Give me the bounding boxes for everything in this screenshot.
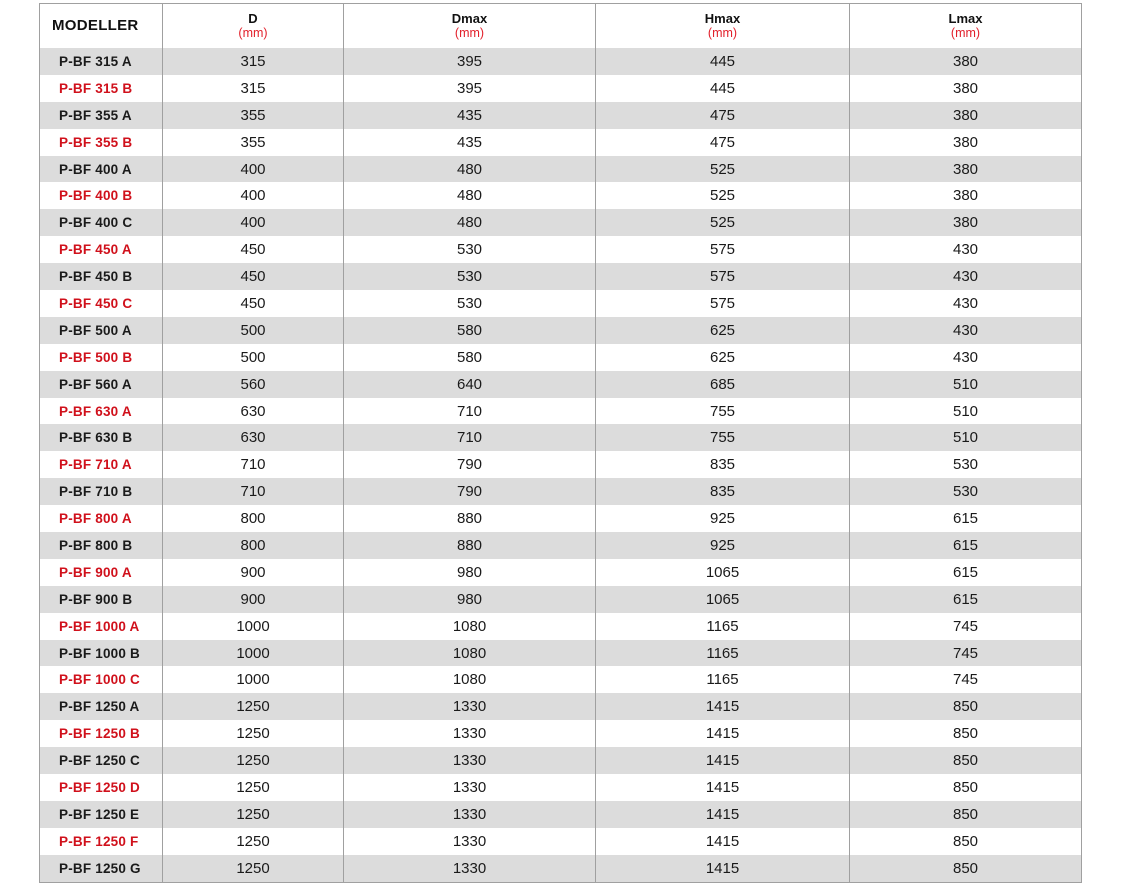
model-cell: P-BF 900 B [40,586,163,613]
d-cell: 710 [163,451,344,478]
model-cell: P-BF 1250 D [40,774,163,801]
lmax-cell: 615 [850,586,1082,613]
hmax-cell: 1415 [596,855,850,882]
d-cell: 400 [163,209,344,236]
table-row [40,48,1082,75]
d-cell: 355 [163,102,344,129]
d-cell: 315 [163,75,344,102]
lmax-cell: 850 [850,855,1082,882]
table-row [40,640,1082,667]
model-cell: P-BF 355 A [40,102,163,129]
hmax-cell: 1415 [596,720,850,747]
dmax-cell: 480 [344,182,596,209]
hmax-cell: 1065 [596,586,850,613]
header-lmax [850,4,1082,49]
table-row [40,532,1082,559]
lmax-cell: 380 [850,102,1082,129]
table-row [40,129,1082,156]
dmax-cell: 710 [344,424,596,451]
dmax-cell: 1330 [344,747,596,774]
header-model [40,4,163,49]
d-cell: 630 [163,398,344,425]
hmax-cell: 1415 [596,774,850,801]
table-row [40,424,1082,451]
hmax-cell: 835 [596,451,850,478]
dmax-cell: 395 [344,48,596,75]
dmax-cell: 580 [344,317,596,344]
d-cell: 900 [163,559,344,586]
dmax-cell: 1330 [344,801,596,828]
model-cell: P-BF 400 A [40,156,163,183]
hmax-cell: 575 [596,290,850,317]
dmax-cell: 1330 [344,693,596,720]
table-row [40,263,1082,290]
hmax-cell: 1165 [596,640,850,667]
header-d-unit: (mm) [238,26,268,40]
hmax-cell: 575 [596,236,850,263]
hmax-cell: 1415 [596,693,850,720]
lmax-cell: 850 [850,720,1082,747]
dmax-cell: 1080 [344,640,596,667]
table-row [40,693,1082,720]
lmax-cell: 430 [850,236,1082,263]
d-cell: 1000 [163,640,344,667]
d-cell: 800 [163,532,344,559]
lmax-cell: 430 [850,263,1082,290]
model-cell: P-BF 800 B [40,532,163,559]
model-cell: P-BF 800 A [40,505,163,532]
hmax-cell: 925 [596,532,850,559]
dmax-cell: 980 [344,586,596,613]
model-cell: P-BF 400 B [40,182,163,209]
d-cell: 1000 [163,613,344,640]
table-row [40,102,1082,129]
dmax-cell: 790 [344,451,596,478]
model-cell: P-BF 355 B [40,129,163,156]
table-row [40,290,1082,317]
model-cell: P-BF 710 B [40,478,163,505]
table-row [40,720,1082,747]
table-row [40,182,1082,209]
model-cell: P-BF 1250 E [40,801,163,828]
lmax-cell: 615 [850,559,1082,586]
lmax-cell: 850 [850,693,1082,720]
model-cell: P-BF 1000 A [40,613,163,640]
d-cell: 400 [163,182,344,209]
dmax-cell: 1080 [344,613,596,640]
header-dmax-unit: (mm) [454,26,485,40]
dmax-cell: 1330 [344,720,596,747]
d-cell: 710 [163,478,344,505]
dmax-cell: 435 [344,129,596,156]
table-row [40,344,1082,371]
dmax-cell: 395 [344,75,596,102]
table-row [40,75,1082,102]
model-cell: P-BF 1000 B [40,640,163,667]
dmax-cell: 880 [344,505,596,532]
header-d [163,4,344,49]
dmax-cell: 580 [344,344,596,371]
model-cell: P-BF 1250 A [40,693,163,720]
table-row [40,559,1082,586]
dmax-cell: 435 [344,102,596,129]
d-cell: 560 [163,371,344,398]
d-cell: 315 [163,48,344,75]
d-cell: 1250 [163,720,344,747]
model-cell: P-BF 560 A [40,371,163,398]
header-d-label: D [248,11,258,26]
table-row [40,613,1082,640]
d-cell: 630 [163,424,344,451]
dmax-cell: 480 [344,209,596,236]
d-cell: 1250 [163,774,344,801]
header-hmax-label: Hmax [704,11,741,26]
model-cell: P-BF 710 A [40,451,163,478]
d-cell: 1250 [163,693,344,720]
header-model-label: MODELLER [52,17,139,34]
d-cell: 450 [163,236,344,263]
d-cell: 1250 [163,747,344,774]
hmax-cell: 755 [596,398,850,425]
hmax-cell: 1415 [596,747,850,774]
lmax-cell: 745 [850,613,1082,640]
model-cell: P-BF 630 B [40,424,163,451]
model-cell: P-BF 400 C [40,209,163,236]
lmax-cell: 850 [850,747,1082,774]
dmax-cell: 710 [344,398,596,425]
lmax-cell: 380 [850,209,1082,236]
lmax-cell: 510 [850,398,1082,425]
d-cell: 1000 [163,666,344,693]
hmax-cell: 625 [596,344,850,371]
hmax-cell: 625 [596,317,850,344]
model-cell: P-BF 315 A [40,48,163,75]
dmax-cell: 480 [344,156,596,183]
lmax-cell: 380 [850,182,1082,209]
lmax-cell: 530 [850,451,1082,478]
d-cell: 400 [163,156,344,183]
dmax-cell: 1080 [344,666,596,693]
table-row [40,586,1082,613]
spec-table [39,3,1082,883]
hmax-cell: 475 [596,129,850,156]
d-cell: 800 [163,505,344,532]
model-cell: P-BF 900 A [40,559,163,586]
hmax-cell: 1065 [596,559,850,586]
hmax-cell: 1165 [596,613,850,640]
hmax-cell: 755 [596,424,850,451]
header-row [40,4,1082,49]
dmax-cell: 530 [344,263,596,290]
lmax-cell: 510 [850,371,1082,398]
header-lmax-unit: (mm) [950,26,981,40]
hmax-cell: 445 [596,75,850,102]
header-hmax [596,4,850,49]
lmax-cell: 850 [850,801,1082,828]
model-cell: P-BF 1250 F [40,828,163,855]
model-cell: P-BF 1250 C [40,747,163,774]
dmax-cell: 1330 [344,855,596,882]
d-cell: 900 [163,586,344,613]
hmax-cell: 1415 [596,801,850,828]
hmax-cell: 685 [596,371,850,398]
lmax-cell: 615 [850,532,1082,559]
table-row [40,317,1082,344]
dmax-cell: 790 [344,478,596,505]
model-cell: P-BF 450 C [40,290,163,317]
lmax-cell: 850 [850,828,1082,855]
table-row [40,774,1082,801]
d-cell: 450 [163,290,344,317]
model-cell: P-BF 315 B [40,75,163,102]
table-row [40,801,1082,828]
d-cell: 355 [163,129,344,156]
dmax-cell: 880 [344,532,596,559]
hmax-cell: 575 [596,263,850,290]
hmax-cell: 1415 [596,828,850,855]
model-cell: P-BF 450 B [40,263,163,290]
lmax-cell: 615 [850,505,1082,532]
dmax-cell: 530 [344,290,596,317]
model-cell: P-BF 630 A [40,398,163,425]
lmax-cell: 745 [850,640,1082,667]
hmax-cell: 525 [596,209,850,236]
dmax-cell: 530 [344,236,596,263]
dmax-cell: 1330 [344,828,596,855]
d-cell: 500 [163,317,344,344]
d-cell: 1250 [163,828,344,855]
table-row [40,828,1082,855]
header-dmax-label: Dmax [451,11,488,26]
table-row [40,209,1082,236]
lmax-cell: 380 [850,129,1082,156]
lmax-cell: 380 [850,156,1082,183]
hmax-cell: 1165 [596,666,850,693]
table-header [40,4,1082,49]
table-row [40,747,1082,774]
table-row [40,451,1082,478]
lmax-cell: 510 [850,424,1082,451]
hmax-cell: 835 [596,478,850,505]
d-cell: 500 [163,344,344,371]
model-cell: P-BF 500 A [40,317,163,344]
header-hmax-unit: (mm) [707,26,738,40]
lmax-cell: 430 [850,317,1082,344]
hmax-cell: 925 [596,505,850,532]
model-cell: P-BF 1000 C [40,666,163,693]
lmax-cell: 530 [850,478,1082,505]
table-row [40,156,1082,183]
table-row [40,505,1082,532]
hmax-cell: 525 [596,156,850,183]
d-cell: 450 [163,263,344,290]
model-cell: P-BF 1250 B [40,720,163,747]
lmax-cell: 850 [850,774,1082,801]
lmax-cell: 745 [850,666,1082,693]
table-row [40,236,1082,263]
dmax-cell: 980 [344,559,596,586]
lmax-cell: 430 [850,344,1082,371]
hmax-cell: 445 [596,48,850,75]
dmax-cell: 1330 [344,774,596,801]
model-cell: P-BF 1250 G [40,855,163,882]
d-cell: 1250 [163,855,344,882]
lmax-cell: 380 [850,75,1082,102]
lmax-cell: 380 [850,48,1082,75]
hmax-cell: 475 [596,102,850,129]
table-body [40,48,1082,882]
dmax-cell: 640 [344,371,596,398]
header-lmax-label: Lmax [948,11,983,26]
d-cell: 1250 [163,801,344,828]
table-row [40,666,1082,693]
model-cell: P-BF 450 A [40,236,163,263]
table-row [40,371,1082,398]
table-row [40,478,1082,505]
table-row [40,398,1082,425]
lmax-cell: 430 [850,290,1082,317]
model-cell: P-BF 500 B [40,344,163,371]
header-dmax [344,4,596,49]
table-row [40,855,1082,882]
hmax-cell: 525 [596,182,850,209]
